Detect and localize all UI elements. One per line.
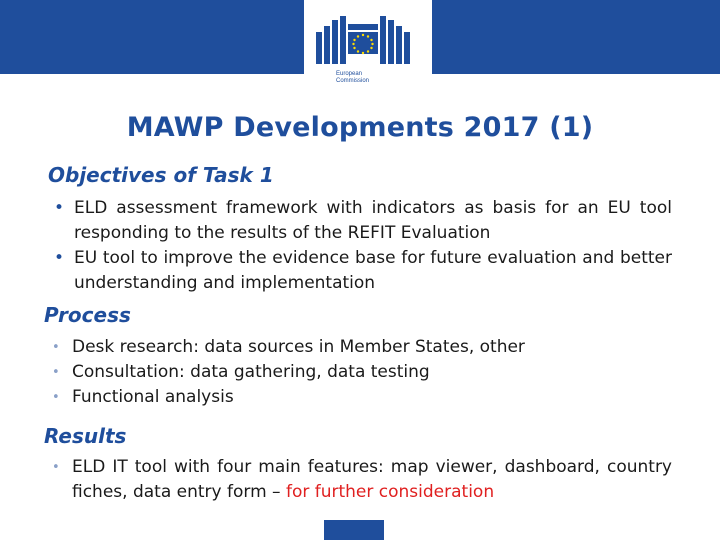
bullet-icon: • <box>54 198 65 218</box>
objectives-list <box>46 196 672 296</box>
bullet-icon: • <box>52 340 60 355</box>
bullet-icon: • <box>52 365 60 380</box>
building-icon <box>314 10 418 66</box>
highlight-text: for further consideration <box>285 482 495 502</box>
results-heading: Results <box>44 424 127 448</box>
list-item-text: EU tool to improve the evidence base for future evaluation and better understanding and implementation <box>74 248 672 293</box>
list-item-text: Consultation: data gathering, data testing <box>72 362 430 382</box>
list-item-text: ELD IT tool with four main features: map viewer, dashboard, country fiches, data entry form – <box>72 457 672 502</box>
list-item <box>46 246 672 296</box>
process-heading: Process <box>44 303 131 327</box>
footer-bar <box>324 520 384 540</box>
results-list <box>44 455 672 505</box>
bullet-icon: • <box>52 460 60 475</box>
list-item-text: ELD assessment framework with indicators as basis for an EU tool responding to the results of the REFIT Evaluation <box>74 198 672 243</box>
page-title: MAWP Developments 2017 (1) <box>126 112 594 143</box>
list-item <box>44 360 684 385</box>
list-item <box>44 455 672 505</box>
bullet-icon: • <box>52 390 60 405</box>
list-item-text: Desk research: data sources in Member States, other <box>72 337 525 357</box>
logo-text <box>336 71 416 85</box>
list-item <box>46 196 672 246</box>
list-item <box>44 335 684 360</box>
logo-line-1: European <box>336 71 363 77</box>
objectives-heading: Objectives of Task 1 <box>48 163 274 187</box>
list-item-text: Functional analysis <box>72 387 234 407</box>
european-commission-logo <box>304 0 432 102</box>
logo-line-2: Commission <box>336 78 370 84</box>
bullet-icon: • <box>54 248 65 268</box>
list-item <box>44 385 684 410</box>
process-list <box>44 335 684 410</box>
